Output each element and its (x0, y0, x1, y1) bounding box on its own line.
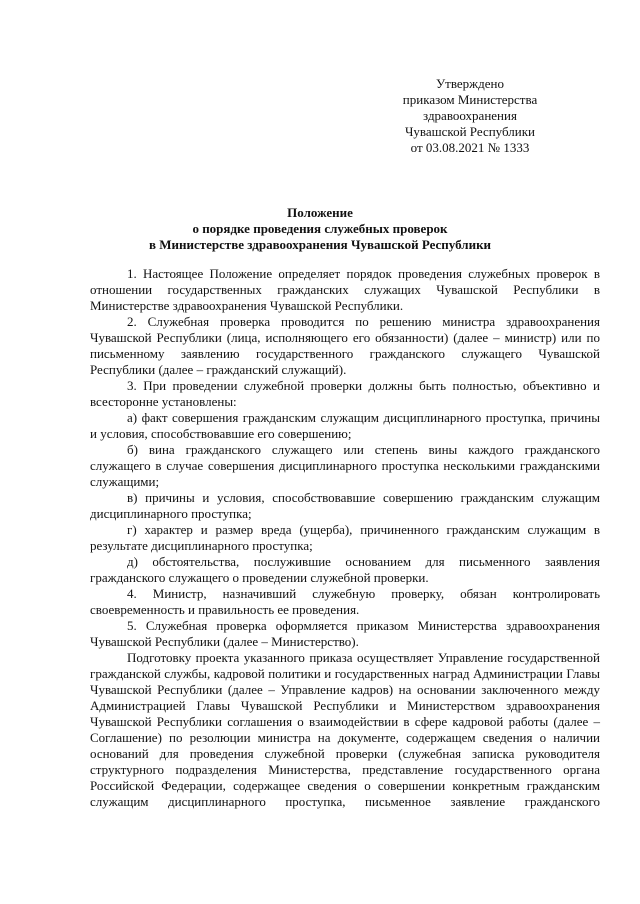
approval-line: Чувашской Республики (404, 124, 536, 139)
paragraph: 5. Служебная проверка оформляется приказом Министерства здравоохранения Чувашской Республики (далее – Министерство). (90, 618, 600, 649)
paragraph: Подготовку проекта указанного приказа осуществляет Управление государственной гражданской службы, кадровой политики и государственных наград Администрации Главы Чувашской Республики (далее – Управление кадров) на основании заключенного между Администрацией Главы Чувашской Республики и Министерством здравоохранения Чувашской Республики соглашения о взаимодействии в сфере кадровой работы (далее – Соглашение) по резолюции министра на документе, содержащем сведения о наличии оснований для проведения служебной проверки (служебная записка руководителя структурного подразделения Министерства, представление государственного органа Российской Федерации, содержащее сведения о совершении конкретным гражданским служащим дисциплинарного проступка, письменное заявление гражданского (90, 650, 600, 809)
paragraph: г) характер и размер вреда (ущерба), причиненного гражданским служащим в результате дисциплинарного проступка; (90, 522, 600, 553)
title-line: в Министерстве здравоохранения Чувашской Республики (148, 237, 492, 252)
approval-line: приказом Министерства (402, 92, 538, 107)
paragraph: 4. Министр, назначивший служебную проверку, обязан контролировать своевременность и правильность ее проведения. (90, 586, 600, 617)
paragraph: д) обстоятельства, послужившие основанием для письменного заявления гражданского служащего о проведении служебной проверки. (90, 554, 600, 585)
title-line: о порядке проведения служебных проверок (192, 221, 448, 236)
paragraph: 3. При проведении служебной проверки должны быть полностью, объективно и всесторонне установлены: (90, 378, 600, 409)
document-body (90, 266, 600, 810)
paragraph: 2. Служебная проверка проводится по решению министра здравоохранения Чувашской Республики (лица, исполняющего его обязанности) (далее – министр) или по письменному заявлению государственного гражданского служащего Чувашской Республики (далее – гражданский служащий). (90, 314, 600, 377)
approval-stamp (370, 76, 570, 156)
approval-date-line: от 03.08.2021 № 1333 (410, 140, 530, 155)
paragraph: в) причины и условия, способствовавшие совершению гражданским служащим дисциплинарного проступка; (90, 490, 600, 521)
title-line: Положение (287, 205, 353, 220)
paragraph: а) факт совершения гражданским служащим дисциплинарного проступка, причины и условия, способствовавшие его совершению; (90, 410, 600, 441)
paragraph: 1. Настоящее Положение определяет порядок проведения служебных проверок в отношении государственных гражданских служащих Чувашской Республики в Министерстве здравоохранения Чувашской Республики. (90, 266, 600, 313)
document-title (40, 205, 600, 253)
approval-line: Утверждено (435, 76, 505, 91)
paragraph: б) вина гражданского служащего или степень вины каждого гражданского служащего в случае совершения дисциплинарного проступка несколькими гражданскими служащими; (90, 442, 600, 489)
approval-line: здравоохранения (423, 108, 517, 123)
